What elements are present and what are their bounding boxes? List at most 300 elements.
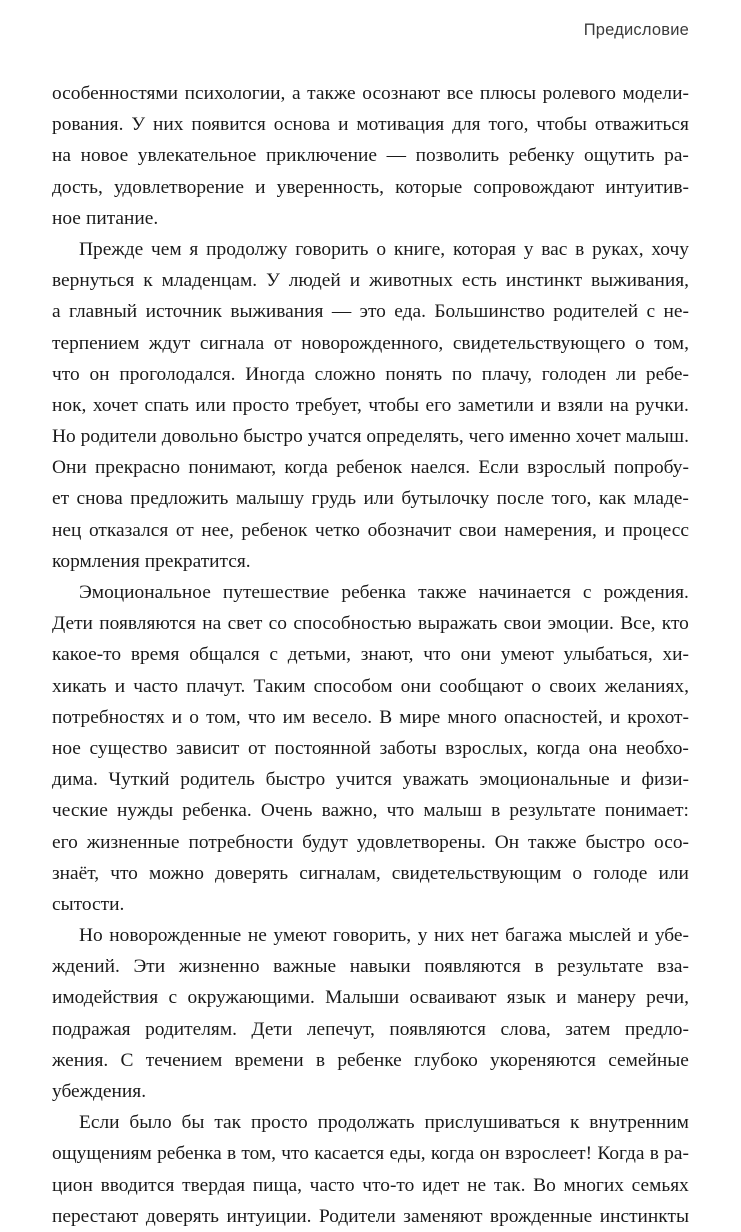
text-line [52, 1170, 689, 1201]
word: что [110, 862, 138, 884]
word: много [447, 706, 497, 728]
word: о [189, 706, 199, 728]
word: Большинство [434, 301, 545, 323]
word: вводится [100, 1174, 175, 1196]
word: весело. [312, 706, 373, 728]
word: знаёт, [52, 862, 100, 884]
word: того, [551, 488, 592, 510]
text-line [52, 1076, 689, 1107]
word: необхо- [625, 737, 689, 759]
word: рождения. [603, 582, 689, 603]
word: путешествие [222, 582, 330, 603]
word: убеждения. [52, 1081, 147, 1102]
paragraph [52, 1107, 689, 1232]
text-line [52, 889, 689, 920]
word: заботы [379, 737, 437, 759]
word: ребенка [157, 1143, 222, 1165]
word: процесс [622, 519, 689, 541]
word: и [604, 519, 615, 541]
word: Дети [52, 613, 93, 635]
word: а [52, 301, 61, 323]
word: о [635, 332, 645, 354]
word: что [52, 363, 80, 385]
text-line [52, 546, 689, 577]
word: попробу- [613, 457, 689, 479]
word: нужды [117, 800, 174, 822]
text-line [52, 296, 689, 327]
word: манеру [576, 987, 636, 1009]
word: будут [302, 831, 348, 853]
word: и [114, 675, 126, 697]
word: того, [488, 114, 529, 136]
word: врожденные [489, 1205, 593, 1227]
word: них [153, 114, 184, 136]
word: существо [89, 737, 168, 759]
word: эмоции. [547, 613, 614, 635]
word: и [338, 114, 349, 136]
word: это [359, 301, 386, 323]
word: перестают [52, 1205, 139, 1227]
word: появляются [424, 956, 521, 978]
word: учится [335, 769, 392, 791]
word: предло- [624, 1018, 689, 1040]
word: родители [80, 426, 157, 448]
word: в [226, 1143, 237, 1165]
word: результате [509, 800, 596, 822]
text-line [52, 951, 689, 982]
word: и [637, 925, 649, 947]
word: Эти [133, 956, 166, 978]
word: мотивация [356, 114, 445, 136]
word: хочу [651, 238, 689, 260]
word: выживания, [591, 270, 689, 292]
word: его [425, 394, 452, 416]
text-line [52, 140, 689, 171]
word: не [467, 1174, 487, 1196]
word: ребенке [337, 1049, 402, 1071]
word: результате [557, 956, 644, 978]
word: какое-то [52, 644, 122, 666]
word: своих [549, 675, 597, 697]
word: пища, [252, 1174, 302, 1196]
word: прекратится. [144, 550, 251, 572]
word: новорожденного, [301, 332, 444, 354]
word: взрослеет! [505, 1143, 593, 1165]
word: Родители [319, 1205, 396, 1227]
word: основа [273, 114, 331, 136]
word: Таким [253, 675, 306, 697]
word: Иногда [245, 363, 305, 385]
word: ет [52, 488, 70, 510]
word: он [479, 1143, 500, 1165]
word: течением [145, 1049, 223, 1071]
word: речи, [646, 987, 689, 1009]
word: приключение [266, 145, 378, 167]
word: довольно [161, 426, 239, 448]
word: ролевого [542, 83, 616, 104]
word: Они [52, 457, 87, 479]
word: свет [227, 613, 263, 635]
word: жизненные [86, 831, 180, 853]
word: способностью [293, 613, 412, 635]
word: ребенка [341, 582, 407, 603]
word: снова [76, 488, 123, 510]
word: понимает: [604, 800, 689, 822]
word: сопровождают [473, 176, 595, 198]
word: кормления [52, 550, 140, 572]
word: от [247, 737, 266, 759]
word: что [386, 800, 415, 822]
word: что [423, 644, 451, 666]
word: том, [654, 332, 689, 354]
word: чего [468, 426, 505, 448]
word: физи- [641, 769, 689, 791]
word: младе- [633, 488, 689, 510]
word: С [120, 1049, 134, 1071]
word: требует, [295, 394, 362, 416]
word: язык [506, 987, 546, 1009]
word: окружающими. [187, 987, 315, 1009]
text-line [52, 78, 689, 109]
word: голоде [593, 862, 648, 884]
word: свидетельствующим [391, 862, 562, 884]
word: свои [503, 613, 542, 635]
word: мире [399, 706, 441, 728]
word: что-то [362, 1174, 415, 1196]
word: подражая [52, 1018, 131, 1040]
word: сложно [314, 363, 376, 385]
word: ждений. [52, 956, 120, 978]
word: заметили [457, 394, 534, 416]
word: укореняются [490, 1049, 596, 1071]
word: умеют [500, 644, 554, 666]
running-head: Предисловие [583, 21, 689, 39]
word: нее, [201, 519, 234, 541]
word: кто [661, 613, 689, 635]
word: ребенок [241, 519, 308, 541]
word: в [315, 1049, 326, 1071]
text-line [52, 764, 689, 795]
word: часто [133, 675, 179, 697]
word: хикать [52, 675, 107, 697]
word: есть [461, 270, 497, 292]
word: источник [145, 301, 222, 323]
word: инстинкты [599, 1205, 689, 1227]
word: В [379, 706, 393, 728]
word: говорить, [333, 925, 412, 947]
word: новое [80, 145, 129, 167]
word: плачут. [186, 675, 246, 697]
word: ручки. [635, 394, 689, 416]
word: опасностей, [503, 706, 603, 728]
word: грудь [311, 488, 357, 510]
word: осо- [654, 831, 689, 853]
word: рования. [52, 114, 124, 136]
word: в [575, 238, 585, 260]
word: Чуткий [108, 769, 170, 791]
word: я [189, 238, 199, 260]
word: отважиться [594, 114, 689, 136]
word: просто [232, 394, 290, 416]
word: или [195, 394, 226, 416]
word: ждут [148, 332, 191, 354]
text-line [52, 671, 689, 702]
word: потребностях [52, 706, 165, 728]
word: так [214, 1112, 242, 1134]
word: внутренним [589, 1112, 689, 1134]
text-line [52, 359, 689, 390]
word: вза- [657, 956, 689, 978]
word: семьях [631, 1174, 689, 1196]
word: удовлетворение [113, 176, 245, 198]
word: семейные [608, 1049, 689, 1071]
word: от [273, 332, 292, 354]
word: — [331, 301, 352, 323]
word: учатся [307, 426, 362, 448]
text-line [52, 203, 689, 234]
word: и [349, 270, 361, 292]
word: выживания [230, 301, 324, 323]
word: быстро [265, 769, 326, 791]
word: ра- [664, 1143, 689, 1165]
word: Эмоциональное [79, 582, 211, 603]
word: по [451, 363, 472, 385]
word: проголодался. [119, 363, 236, 385]
word: они [460, 644, 492, 666]
word: еда. [394, 301, 426, 323]
word: наелся. [410, 457, 471, 479]
word: Дети [251, 1018, 293, 1040]
word: руках, [592, 238, 644, 260]
word: четко [315, 519, 360, 541]
word: эмоциональные [479, 769, 610, 791]
word: также [307, 83, 356, 104]
word: малыш. [625, 426, 689, 448]
word: лепечут, [306, 1018, 375, 1040]
word: и [540, 394, 551, 416]
word: вас [541, 238, 568, 260]
word: ное [52, 737, 81, 759]
text-line [52, 452, 689, 483]
word: осваивают [409, 987, 497, 1009]
word: них [433, 925, 465, 947]
word: хочет [575, 426, 621, 448]
text-line [52, 577, 689, 608]
text-line [52, 733, 689, 764]
word: ощущениям [52, 1143, 152, 1165]
word: обозначит [367, 519, 452, 541]
word: слова, [500, 1018, 551, 1040]
text-line [52, 1138, 689, 1169]
word: спать [144, 394, 189, 416]
word: выражать [418, 613, 498, 635]
text-line [52, 982, 689, 1013]
word: в [649, 1143, 659, 1165]
word: предложить [130, 488, 229, 510]
word: малышу [235, 488, 305, 510]
word: не [247, 925, 267, 947]
word: когда [536, 737, 581, 759]
word: нец [52, 519, 82, 541]
text-line [52, 390, 689, 421]
text-line [52, 795, 689, 826]
word: том, [206, 706, 241, 728]
word: что [247, 706, 276, 728]
word: родитель [180, 769, 255, 791]
word: у [417, 925, 428, 947]
word: когда [430, 1143, 475, 1165]
word: начинается [478, 582, 571, 603]
word: продолжу [206, 238, 288, 260]
word: так. [493, 1174, 526, 1196]
word: понимают, [188, 457, 277, 479]
paragraph [52, 577, 689, 920]
word: Когда [597, 1143, 645, 1165]
word: как [598, 488, 626, 510]
word: его [52, 831, 78, 853]
word: интуиции. [226, 1205, 312, 1227]
word: на [609, 394, 629, 416]
word: или [658, 862, 689, 884]
word: Если [478, 457, 519, 479]
word: чем [150, 238, 182, 260]
word: и [556, 987, 567, 1009]
word: ное [52, 207, 81, 229]
word: Все, [620, 613, 656, 635]
word: вернуться [52, 270, 135, 292]
word: модели- [622, 83, 689, 104]
word: свидетельствующего [452, 332, 626, 354]
word: быстро [585, 831, 646, 853]
word: убе- [654, 925, 689, 947]
word: в [534, 956, 544, 978]
word: книге, [393, 238, 446, 260]
word: удовлетворены. [356, 831, 486, 853]
word: многих [563, 1174, 624, 1196]
word: твердая [182, 1174, 246, 1196]
word: плюсы [479, 83, 536, 104]
text-line [52, 109, 689, 140]
word: позволить [415, 145, 500, 167]
word: взрослых, [445, 737, 528, 759]
word: и [609, 706, 621, 728]
text-line [52, 265, 689, 296]
word: у [523, 238, 534, 260]
word: говорить [295, 238, 369, 260]
word: ра- [664, 145, 689, 167]
word: часто [309, 1174, 355, 1196]
word: с [168, 987, 178, 1009]
word: постоянной [274, 737, 371, 759]
word: в [491, 800, 501, 822]
word: о [376, 238, 387, 260]
word: затем [565, 1018, 611, 1040]
word: еды, [389, 1143, 426, 1165]
word: не- [663, 301, 689, 323]
word: когда [284, 457, 328, 479]
word: Очень [260, 800, 313, 822]
word: им [282, 706, 306, 728]
text-line [52, 234, 689, 265]
word: взрослый [527, 457, 606, 479]
word: том, [241, 1143, 277, 1165]
word: ребенку [508, 145, 575, 167]
word: он [89, 363, 110, 385]
word: от [175, 519, 194, 541]
word: идет [422, 1174, 460, 1196]
word: главный [69, 301, 138, 323]
word: навыки [349, 956, 411, 978]
text-line [52, 515, 689, 546]
text-line [52, 1045, 689, 1076]
word: дима. [52, 769, 98, 791]
word: дость, [52, 176, 103, 198]
word: появится [191, 114, 266, 136]
word: чтобы [536, 114, 587, 136]
word: новорожденные [109, 925, 242, 947]
word: с [269, 644, 278, 666]
word: просто [250, 1112, 308, 1134]
body-text-block [52, 78, 689, 1232]
word: сообщают [439, 675, 524, 697]
word: животных [369, 270, 453, 292]
word: чтобы [368, 394, 419, 416]
text-line [52, 608, 689, 639]
word: ребенок [336, 457, 403, 479]
text-line [52, 702, 689, 733]
word: прекрасно [95, 457, 181, 479]
word: Малыши [325, 987, 400, 1009]
word: ребе- [645, 363, 689, 385]
word: появляются [99, 613, 196, 635]
word: взяли [557, 394, 604, 416]
paragraph [52, 920, 689, 1107]
word: для [452, 114, 481, 136]
word: доверять [145, 1205, 220, 1227]
text-line [52, 1107, 689, 1138]
word: имодействия [52, 987, 159, 1009]
text-line [52, 639, 689, 670]
word: доверять [214, 862, 289, 884]
word: и [620, 769, 631, 791]
text-line [52, 421, 689, 452]
word: ли [616, 363, 637, 385]
word: инстинкт [505, 270, 583, 292]
word: или [363, 488, 394, 510]
word: сигналам, [299, 862, 381, 884]
word: улыбаться, [563, 644, 653, 666]
word: голоден [541, 363, 607, 385]
word: быстро [243, 426, 303, 448]
word: отказался [88, 519, 169, 541]
word: общался [189, 644, 260, 666]
word: ческие [52, 800, 108, 822]
word: Во [533, 1174, 556, 1196]
word: — [386, 145, 406, 167]
word: мыслей [568, 925, 632, 947]
word: нок, [52, 394, 87, 416]
word: родителям. [145, 1018, 237, 1040]
word: осознают [362, 83, 441, 104]
word: малыш [423, 800, 482, 822]
word: глубоко [414, 1049, 478, 1071]
word: людей [288, 270, 341, 292]
word: нет [471, 925, 499, 947]
word: потребности [188, 831, 294, 853]
word: Но [52, 426, 76, 448]
word: о [531, 675, 542, 697]
word: желаниях, [604, 675, 689, 697]
